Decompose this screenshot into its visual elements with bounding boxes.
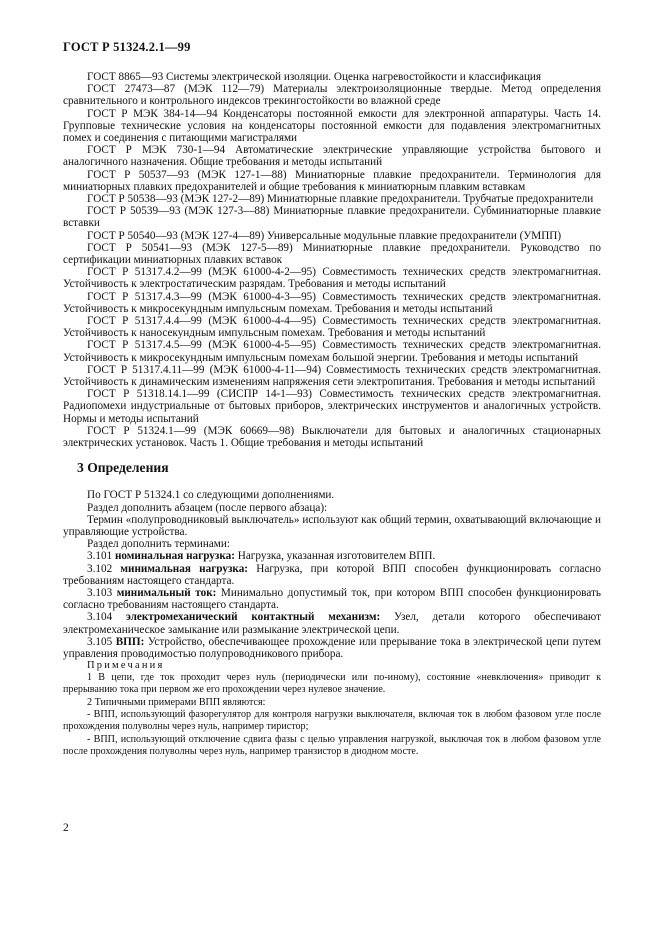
intro-paragraph: Раздел дополнить терминами: (87, 538, 230, 551)
definition-text: Минимально допустимый ток, при котором ВПП способен функционировать согласно требованиям настоящего стандарта. (63, 586, 601, 612)
definition-item (63, 611, 601, 635)
intro-paragraph: Раздел дополнить абзацем (после первого абзаца): (87, 501, 328, 514)
reference-item: ГОСТ Р 50541—93 (МЭК 127-5—89) Миниатюрные плавкие предохранители. Руководство по сертификации миниатюрных плавких вставок (63, 241, 601, 267)
normative-references (63, 71, 601, 449)
reference-item: ГОСТ Р 50537—93 (МЭК 127-1—88) Миниатюрные плавкие предохранители. Терминология для миниатюрных плавких предохранителей и общие требования к миниатюрным плавким вставкам (63, 168, 601, 193)
section-3-title: 3 Определения (77, 460, 169, 476)
document-body (63, 71, 601, 758)
reference-item: ГОСТ Р 51317.4.3—99 (МЭК 61000-4-3—95) Совместимость технических средств электромагнитная. Устойчивость к микросекундным импульсным помехам. Требования и методы испытаний (63, 290, 601, 315)
definition-text: Нагрузка, указанная изготовителем ВПП. (237, 550, 436, 563)
definition-term: минимальный ток: (116, 586, 217, 599)
note-item: - ВПП, использующий фазорегулятор для контроля нагрузки выключателя, включая ток в любом фазовом угле после прохождения полуволны через нуль, например тиристор; (63, 709, 601, 733)
reference-item: ГОСТ Р 50538—93 (МЭК 127-2—89) Миниатюрные плавкие предохранители. Трубчатые предохранители (87, 193, 594, 206)
reference-item: ГОСТ 8865—93 Системы электрической изоляции. Оценка нагревостойкости и классификация (87, 71, 542, 83)
definition-text: Узел, детали которого обеспечивают электромеханическое замыкание или размыкание электрической цепи. (63, 611, 602, 636)
reference-item: ГОСТ Р 51317.4.11—99 (МЭК 61000-4-11—94) Совместимость технических средств электромагнитная. Устойчивость к динамическим изменениям напряжения сети электропитания. Требования и методы испытаний (63, 363, 601, 389)
reference-item: ГОСТ Р 50540—93 (МЭК 127-4—89) Универсальные модульные плавкие предохранители (УМПП) (87, 229, 562, 242)
reference-item: ГОСТ Р 50539—93 (МЭК 127-3—88) Миниатюрные плавкие предохранители. Субминиатюрные плавкие вставки (63, 205, 601, 230)
definition-number: 3.103 (87, 586, 113, 599)
reference-item: ГОСТ Р 51317.4.2—99 (МЭК 61000-4-2—95) Совместимость технических средств электромагнитная. Устойчивость к электростатическим разрядам. Требования и методы испытаний (63, 266, 601, 291)
definition-number: 3.102 (87, 562, 113, 575)
intro-paragraph: Термин «полупроводниковый выключатель» используют как общий термин, охватывающий включающие и управляющие устройства. (63, 513, 601, 538)
notes-heading: Примечания (87, 660, 165, 672)
intro-paragraph: По ГОСТ Р 51324.1 со следующими дополнениями. (87, 489, 335, 502)
note-item: - ВПП, использующий отключение сдвига фазы с целью управления нагрузкой, выключая ток в любом фазовом угле после прохождения полуволны через нуль, например транзистор в диодном мосте. (63, 733, 601, 757)
reference-item: ГОСТ Р 51317.4.5—99 (МЭК 61000-4-5—95) Совместимость технических средств электромагнитная. Устойчивость к микросекундным импульсным помехам большой энергии. Требования и методы испытаний (63, 339, 601, 364)
definition-item (63, 636, 601, 660)
reference-item: ГОСТ Р 51318.14.1—99 (СИСПР 14-1—93) Совместимость технических средств электромагнитная. Радиопомехи индустриальные от бытовых приборов, электрических инструментов и аналогичных устройств. Нормы и методы испытаний (63, 388, 601, 425)
definition-term: ВПП: (115, 635, 145, 648)
reference-item: ГОСТ Р 51324.1—99 (МЭК 60669—98) Выключатели для бытовых и аналогичных стационарных электрических установок. Часть 1. Общие требования и методы испытаний (63, 424, 601, 450)
definition-term: минимальная нагрузка: (120, 562, 249, 575)
reference-item: ГОСТ Р МЭК 730-1—94 Автоматические электрические управляющие устройства бытового и аналогичного назначения. Общие требования и методы испытаний (63, 144, 601, 169)
definition-term: номинальная нагрузка: (114, 550, 235, 563)
reference-item: ГОСТ Р МЭК 384-14—94 Конденсаторы постоянной емкости для электронной аппаратуры. Часть 14. Групповые технические условия на конденсаторы постоянной емкости для подавления электромагнитных помех и соединения с питающими магистралями (63, 107, 601, 145)
definition-item (63, 550, 601, 562)
definition-item (63, 587, 601, 611)
page-number: 2 (63, 822, 69, 834)
definition-text: Устройство, обеспечивающее прохождение или прерывание тока в электрической цепи путем управления проводимостью полупроводникового прибора. (63, 635, 601, 660)
definitions-section (63, 489, 601, 758)
definition-text: Нагрузка, при которой ВПП способен функционировать согласно требованиям настоящего стандарта. (63, 562, 601, 587)
note-item: 1 В цепи, где ток проходит через нуль (периодически или по-иному), состояние «невключения» приводит к прерыванию тока при первом же его прохождении через нулевое значение. (63, 672, 601, 696)
reference-item: ГОСТ Р 51317.4.4—99 (МЭК 61000-4-4—95) Совместимость технических средств электромагнитная. Устойчивость к наносекундным импульсным помехам. Требования и методы испытаний (63, 315, 601, 340)
definition-term: электромеханический контактный механизм: (125, 611, 381, 624)
definition-number: 3.104 (87, 611, 113, 624)
reference-item: ГОСТ 27473—87 (МЭК 112—79) Материалы электроизоляционные твердые. Метод определения сравнительного и контрольного индексов трекингостойкости во влажной среде (63, 83, 601, 108)
definition-number: 3.105 (87, 635, 113, 648)
note-item: 2 Типичными примерами ВПП являются: (87, 696, 266, 708)
definition-item (63, 563, 601, 587)
document-header-code: ГОСТ Р 51324.2.1—99 (63, 40, 191, 54)
definition-number: 3.101 (87, 550, 113, 563)
